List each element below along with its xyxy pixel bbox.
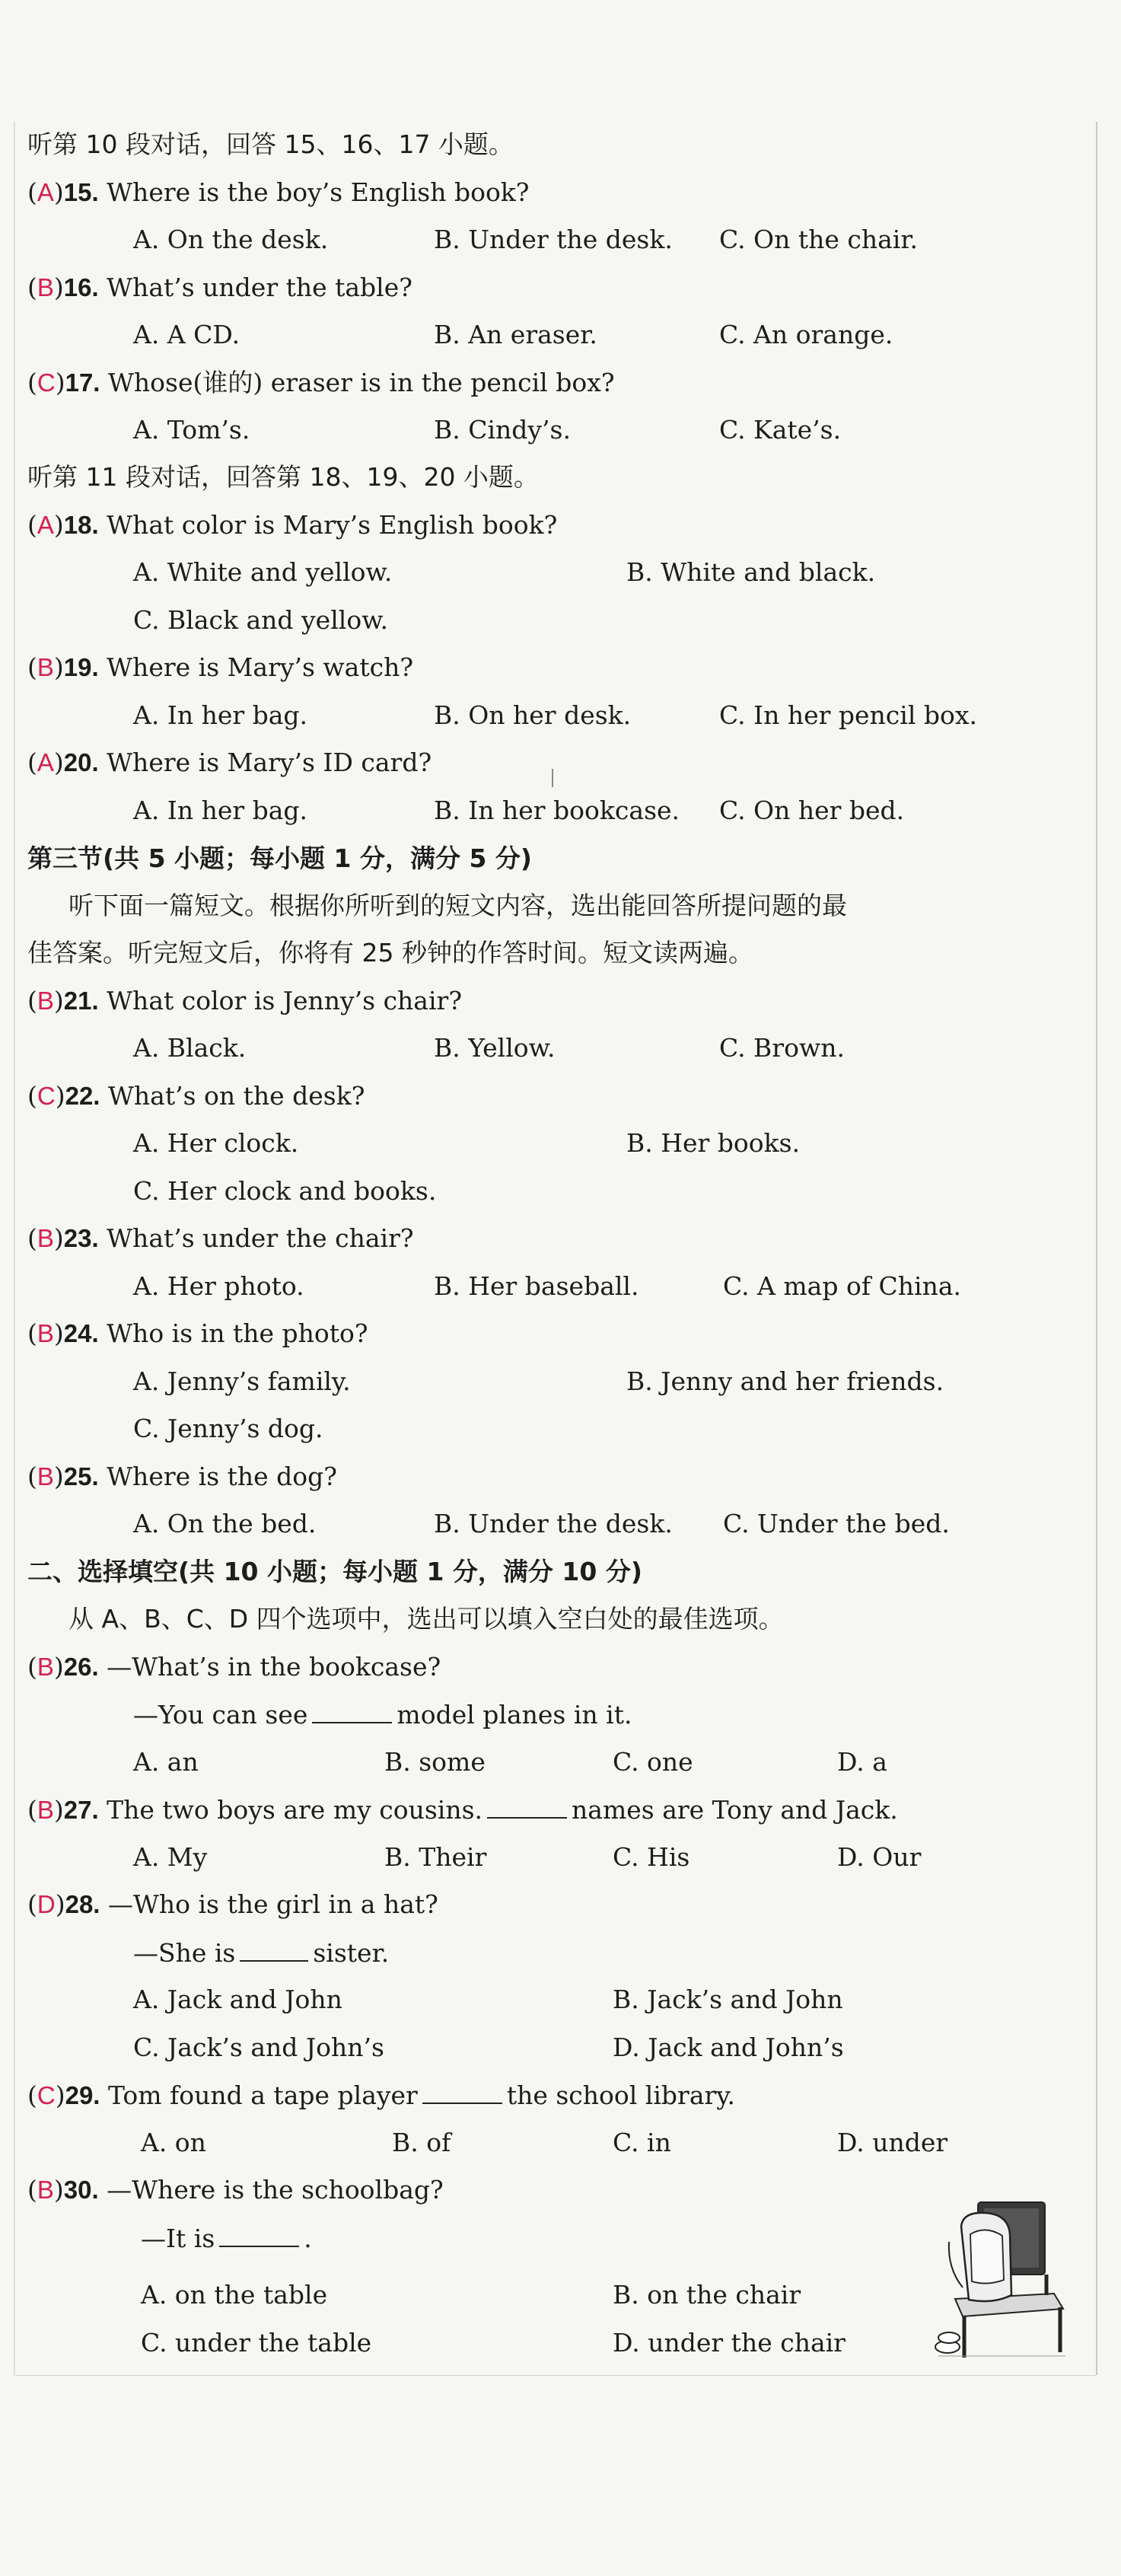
option-a: A. In her bag. — [133, 795, 308, 825]
question-text: What color is Jenny’s chair? — [107, 986, 463, 1015]
option-a: A. Her clock. — [133, 1128, 299, 1158]
question-20: (A)20. Where is Mary’s ID card? — [27, 748, 432, 777]
option-c: C. His — [613, 1842, 690, 1872]
question-text-pre: The two boys are my cousins. — [107, 1795, 483, 1825]
question-number: 24. — [63, 1319, 99, 1347]
option-c: C. Brown. — [719, 1033, 845, 1063]
question-text-pre: Tom found a tape player — [107, 2080, 418, 2110]
option-a: A. White and yellow. — [133, 557, 393, 587]
option-a: A. Jack and John — [133, 1985, 342, 2014]
question-number: 23. — [63, 1224, 99, 1252]
option-d: D. Jack and John’s — [613, 2032, 844, 2062]
option-a: A. On the bed. — [133, 1509, 317, 1538]
option-b: B. Jenny and her friends. — [626, 1366, 944, 1396]
answer-letter: B — [37, 1462, 54, 1490]
answer-blank — [422, 2080, 502, 2104]
answer-letter: B — [37, 1319, 54, 1347]
option-b: B. Jack’s and John — [613, 1985, 843, 2014]
answer-letter: B — [37, 2176, 54, 2204]
response-text-pre: —It is — [141, 2224, 215, 2253]
option-a: A. Black. — [133, 1033, 247, 1063]
question-text: Where is the dog? — [107, 1462, 337, 1491]
question-number: 22. — [65, 1082, 100, 1110]
question-27: (B)27. The two boys are my cousins. names are Tony and Jack. — [27, 1795, 898, 1825]
option-b: B. of — [392, 2128, 451, 2157]
question-15: (A)15. Where is the boy’s English book? — [27, 177, 530, 207]
answer-letter: A — [37, 511, 54, 539]
schoolbag-on-chair-illustration — [932, 2196, 1069, 2367]
question-number: 29. — [65, 2081, 100, 2109]
answer-letter: A — [37, 178, 54, 206]
option-b: B. Cindy’s. — [434, 415, 571, 445]
question-text: Where is the boy’s English book? — [107, 177, 530, 207]
option-c: C. On her bed. — [719, 795, 905, 825]
option-b: B. Under the desk. — [434, 225, 673, 254]
question-30-response-line — [141, 2223, 312, 2254]
option-c: C. Under the bed. — [723, 1509, 950, 1538]
question-19: (B)19. Where is Mary’s watch? — [27, 652, 414, 682]
option-d: D. a — [837, 1747, 887, 1777]
question-17: (C)17. Whose(谁的) eraser is in the pencil box? — [27, 368, 615, 397]
option-a: A. on — [141, 2128, 206, 2157]
option-d: D. Our — [837, 1842, 922, 1872]
question-16: (B)16. What’s under the table? — [27, 273, 412, 302]
answer-letter: C — [37, 368, 56, 397]
question-22: (C)22. What’s on the desk? — [27, 1081, 365, 1111]
response-text-pre: —You can see — [133, 1700, 308, 1730]
option-c: C. one — [613, 1747, 693, 1777]
instruction-q15-17: 听第 10 段对话，回答 15、16、17 小题。 — [27, 129, 514, 159]
answer-letter: A — [37, 748, 54, 776]
answer-letter: B — [37, 1653, 54, 1681]
question-number: 21. — [63, 987, 99, 1015]
answer-blank — [219, 2223, 299, 2247]
option-b: B. White and black. — [626, 557, 876, 587]
option-b: B. Their — [384, 1842, 487, 1872]
question-number: 27. — [63, 1796, 99, 1824]
section-3-instruction-line1: 听下面一篇短文。根据你所听到的短文内容，选出能回答所提问题的最 — [68, 891, 847, 920]
part-2-title: 二、选择填空(共 10 小题；每小题 1 分，满分 10 分) — [27, 1557, 642, 1586]
answer-letter: B — [37, 1224, 54, 1252]
answer-letter: B — [37, 1796, 54, 1824]
response-text-post: . — [304, 2224, 312, 2253]
stray-mark — [552, 769, 553, 787]
option-a: A. On the desk. — [133, 225, 329, 254]
option-b: B. Under the desk. — [434, 1509, 673, 1538]
option-c: C. Black and yellow. — [133, 605, 389, 635]
option-c: C. A map of China. — [723, 1271, 962, 1301]
option-a: A. My — [133, 1842, 208, 1872]
question-number: 18. — [63, 511, 99, 539]
option-b: B. An eraser. — [434, 320, 597, 349]
question-number: 25. — [63, 1462, 99, 1490]
question-26: (B)26. —What’s in the bookcase? — [27, 1652, 441, 1682]
option-b: B. On her desk. — [434, 700, 632, 730]
option-c: C. Jenny’s dog. — [133, 1414, 323, 1443]
option-b: B. Her books. — [626, 1128, 801, 1158]
question-number: 30. — [63, 2176, 99, 2204]
option-d: D. under — [837, 2128, 948, 2157]
question-text: Where is Mary’s ID card? — [107, 748, 432, 777]
response-text-pre: —She is — [133, 1938, 236, 1968]
question-text: Who is in the photo? — [107, 1318, 368, 1348]
question-21: (B)21. What color is Jenny’s chair? — [27, 986, 463, 1015]
question-28: (D)28. —Who is the girl in a hat? — [27, 1889, 438, 1919]
question-number: 15. — [63, 178, 99, 206]
question-text: Whose(谁的) eraser is in the pencil box? — [107, 368, 615, 397]
page-bottom-rule — [15, 2375, 1096, 2376]
question-text: What’s on the desk? — [107, 1081, 365, 1111]
answer-letter: C — [37, 1082, 56, 1110]
question-number: 17. — [65, 368, 100, 397]
option-c: C. In her pencil box. — [719, 700, 977, 730]
question-text-post: names are Tony and Jack. — [572, 1795, 898, 1825]
option-d: D. under the chair — [613, 2328, 846, 2358]
option-a: A. on the table — [141, 2280, 328, 2310]
option-b: B. Yellow. — [434, 1033, 556, 1063]
option-a: A. In her bag. — [133, 700, 308, 730]
response-text-post: model planes in it. — [396, 1700, 632, 1730]
response-text-post: sister. — [313, 1938, 390, 1968]
section-3-title: 第三节(共 5 小题；每小题 1 分，满分 5 分) — [27, 843, 532, 873]
answer-letter: C — [37, 2081, 56, 2109]
option-a: A. A CD. — [133, 320, 240, 349]
option-a: A. Jenny’s family. — [133, 1366, 351, 1396]
option-b: B. Her baseball. — [434, 1271, 639, 1301]
option-c: C. An orange. — [719, 320, 893, 349]
option-a: A. an — [133, 1747, 199, 1777]
question-text: What’s under the chair? — [107, 1223, 414, 1253]
question-number: 28. — [65, 1890, 100, 1918]
instruction-q18-20: 听第 11 段对话，回答第 18、19、20 小题。 — [27, 462, 539, 492]
option-b: B. some — [384, 1747, 486, 1777]
question-text: What color is Mary’s English book? — [107, 510, 558, 540]
option-b: B. on the chair — [613, 2280, 801, 2310]
option-c: C. under the table — [141, 2328, 372, 2358]
question-24: (B)24. Who is in the photo? — [27, 1318, 368, 1348]
option-a: A. Her photo. — [133, 1271, 304, 1301]
option-c: C. Her clock and books. — [133, 1176, 437, 1206]
question-text: Where is Mary’s watch? — [107, 652, 414, 682]
part-2-instruction: 从 A、B、C、D 四个选项中，选出可以填入空白处的最佳选项。 — [68, 1604, 784, 1634]
question-number: 26. — [63, 1653, 99, 1681]
question-26-response-line — [133, 1699, 632, 1730]
option-b: B. In her bookcase. — [434, 795, 680, 825]
answer-letter: B — [37, 987, 54, 1015]
answer-letter: D — [37, 1890, 56, 1918]
question-18: (A)18. What color is Mary’s English book? — [27, 510, 558, 540]
section-3-instruction-line2: 佳答案。听完短文后，你将有 25 秒钟的作答时间。短文读两遍。 — [27, 938, 753, 968]
answer-blank — [487, 1794, 567, 1819]
question-25: (B)25. Where is the dog? — [27, 1462, 337, 1491]
question-text: —Who is the girl in a hat? — [107, 1889, 438, 1919]
answer-letter: B — [37, 273, 54, 301]
question-number: 19. — [63, 653, 99, 681]
question-29: (C)29. Tom found a tape player the school library. — [27, 2080, 736, 2110]
question-number: 20. — [63, 748, 99, 776]
answer-blank — [312, 1699, 392, 1723]
answer-blank — [240, 1937, 308, 1962]
question-text-post: the school library. — [506, 2080, 736, 2110]
question-text: What’s under the table? — [107, 273, 412, 302]
question-number: 16. — [63, 273, 99, 301]
page-fold-line — [1096, 122, 1097, 2375]
page-left-edge — [14, 122, 15, 2375]
question-text: —What’s in the bookcase? — [107, 1652, 441, 1682]
question-30: (B)30. —Where is the schoolbag? — [27, 2175, 444, 2205]
question-23: (B)23. What’s under the chair? — [27, 1223, 414, 1253]
option-c: C. Jack’s and John’s — [133, 2032, 384, 2062]
option-c: C. Kate’s. — [719, 415, 842, 445]
option-a: A. Tom’s. — [133, 415, 250, 445]
question-text: —Where is the schoolbag? — [107, 2175, 444, 2205]
option-c: C. in — [613, 2128, 671, 2157]
answer-letter: B — [37, 653, 54, 681]
option-c: C. On the chair. — [719, 225, 918, 254]
question-28-response-line — [133, 1937, 389, 1969]
